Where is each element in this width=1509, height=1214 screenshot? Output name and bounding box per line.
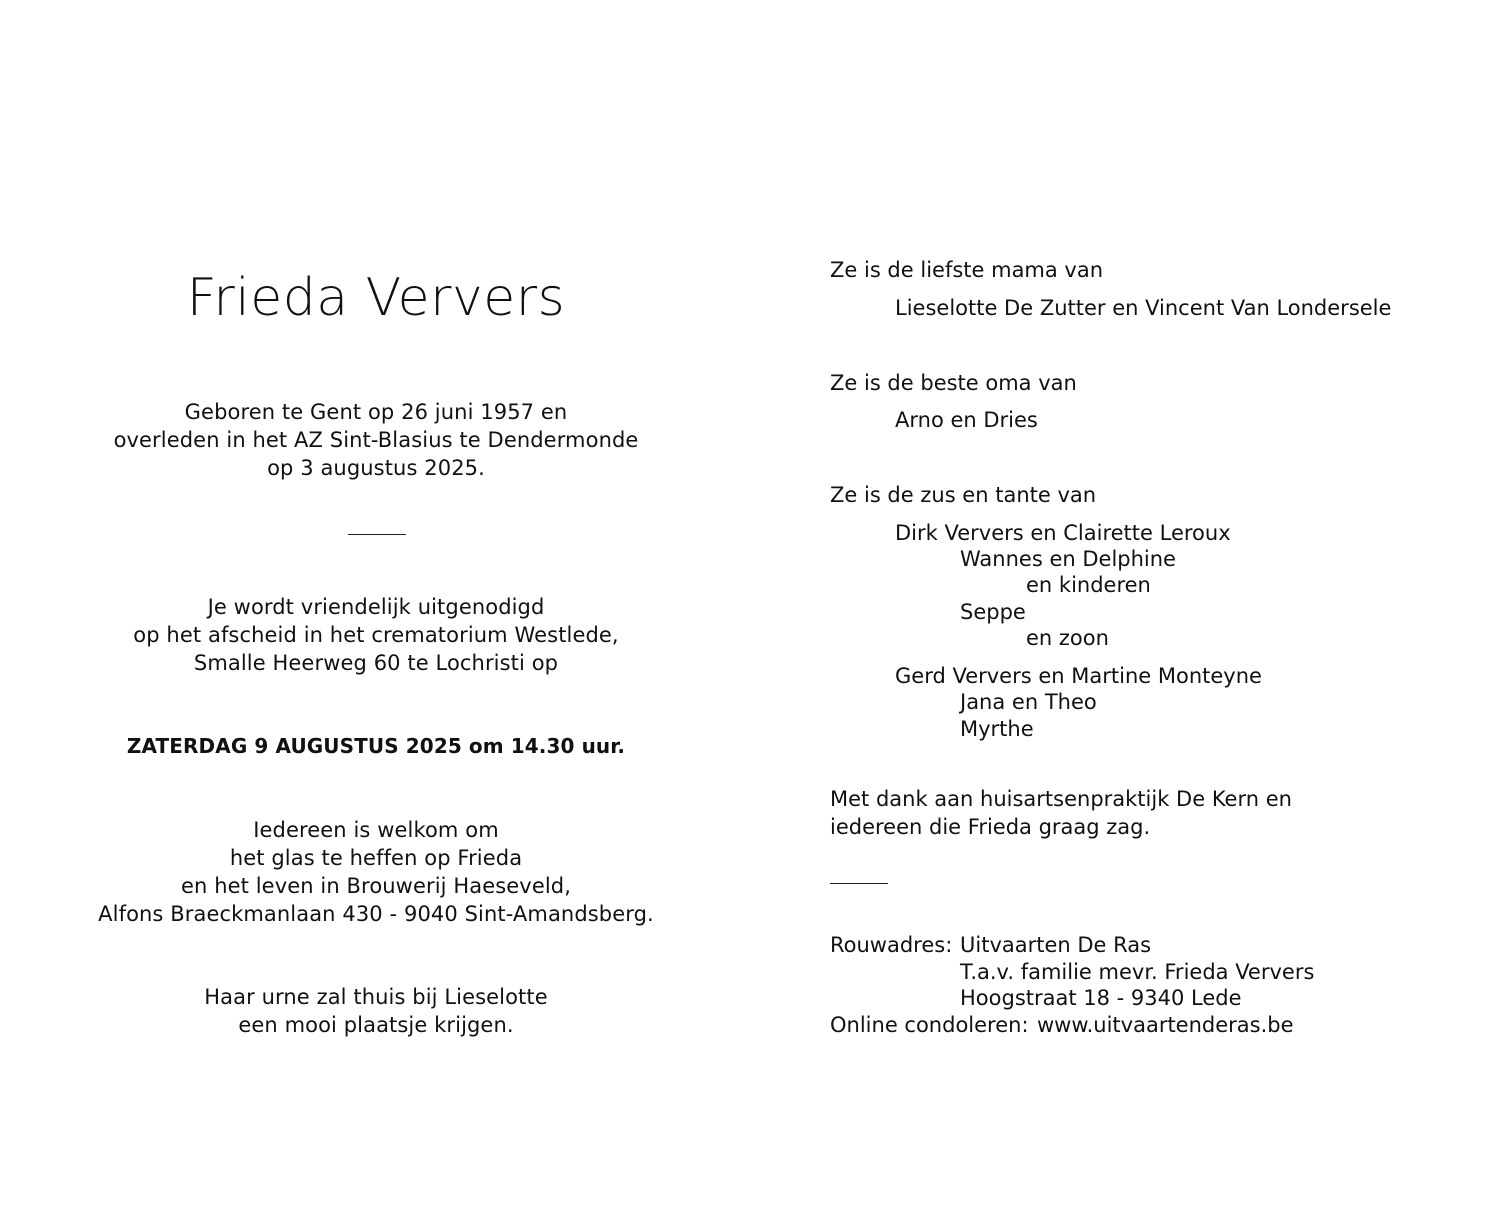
- left-divider: [348, 534, 406, 535]
- rouwadres-label: Rouwadres:: [830, 933, 953, 957]
- rouwadres-line: Uitvaarten De Ras: [960, 933, 1152, 957]
- welcome-line: Alfons Braeckmanlaan 430 - 9040 Sint-Amandsberg.: [98, 902, 654, 926]
- online-condolence-label: Online condoleren:: [830, 1013, 1029, 1037]
- rouwadres-line: T.a.v. familie mevr. Frieda Ververs: [960, 960, 1315, 984]
- invitation-line: Je wordt vriendelijk uitgenodigd: [207, 595, 545, 619]
- family1-couple: Dirk Ververs en Clairette Leroux: [895, 521, 1231, 545]
- thanks-line: Met dank aan huisartsenpraktijk De Kern en: [830, 787, 1292, 811]
- deceased-name-block: [60, 268, 692, 328]
- mama-names: Lieselotte De Zutter en Vincent Van Londersele: [895, 296, 1392, 320]
- welcome-line: het glas te heffen op Frieda: [229, 846, 523, 870]
- family2-couple: Gerd Ververs en Martine Monteyne: [895, 664, 1262, 688]
- invitation-line: Smalle Heerweg 60 te Lochristi op: [193, 651, 559, 675]
- urn-line: een mooi plaatsje krijgen.: [238, 1013, 514, 1037]
- death-date-line: op 3 augustus 2025.: [267, 456, 485, 480]
- rouwadres-line: Hoogstraat 18 - 9340 Lede: [960, 986, 1242, 1010]
- family2-child: Jana en Theo: [960, 690, 1097, 714]
- birth-death-block: [60, 398, 692, 482]
- urn-line: Haar urne zal thuis bij Lieselotte: [204, 985, 548, 1009]
- oma-heading: Ze is de beste oma van: [830, 371, 1077, 395]
- ceremony-date-block: [60, 732, 692, 760]
- ceremony-date: ZATERDAG 9 AUGUSTUS 2025 om 14.30 uur.: [126, 734, 626, 758]
- welcome-line: Iedereen is welkom om: [253, 818, 499, 842]
- invitation-line: op het afscheid in het crematorium Westlede,: [133, 623, 619, 647]
- thanks-line: iedereen die Frieda graag zag.: [830, 815, 1151, 839]
- family1-grandchild: en kinderen: [1026, 573, 1151, 597]
- right-divider: [830, 883, 888, 884]
- oma-names: Arno en Dries: [895, 408, 1038, 432]
- family2-child: Myrthe: [960, 717, 1034, 741]
- invitation-block: [60, 593, 692, 677]
- family1-child: Seppe: [960, 600, 1026, 624]
- online-condolence-url[interactable]: www.uitvaartenderas.be: [1037, 1013, 1294, 1037]
- zus-heading: Ze is de zus en tante van: [830, 483, 1097, 507]
- family1-grandchild: en zoon: [1026, 626, 1109, 650]
- welcome-block: [60, 816, 692, 928]
- death-line: overleden in het AZ Sint-Blasius te Dendermonde: [113, 428, 639, 452]
- urn-block: [60, 983, 692, 1039]
- deceased-name: Frieda Ververs: [186, 268, 566, 328]
- mama-heading: Ze is de liefste mama van: [830, 258, 1104, 282]
- family1-child: Wannes en Delphine: [960, 547, 1176, 571]
- welcome-line: en het leven in Brouwerij Haeseveld,: [181, 874, 571, 898]
- birth-line: Geboren te Gent op 26 juni 1957 en: [184, 400, 568, 424]
